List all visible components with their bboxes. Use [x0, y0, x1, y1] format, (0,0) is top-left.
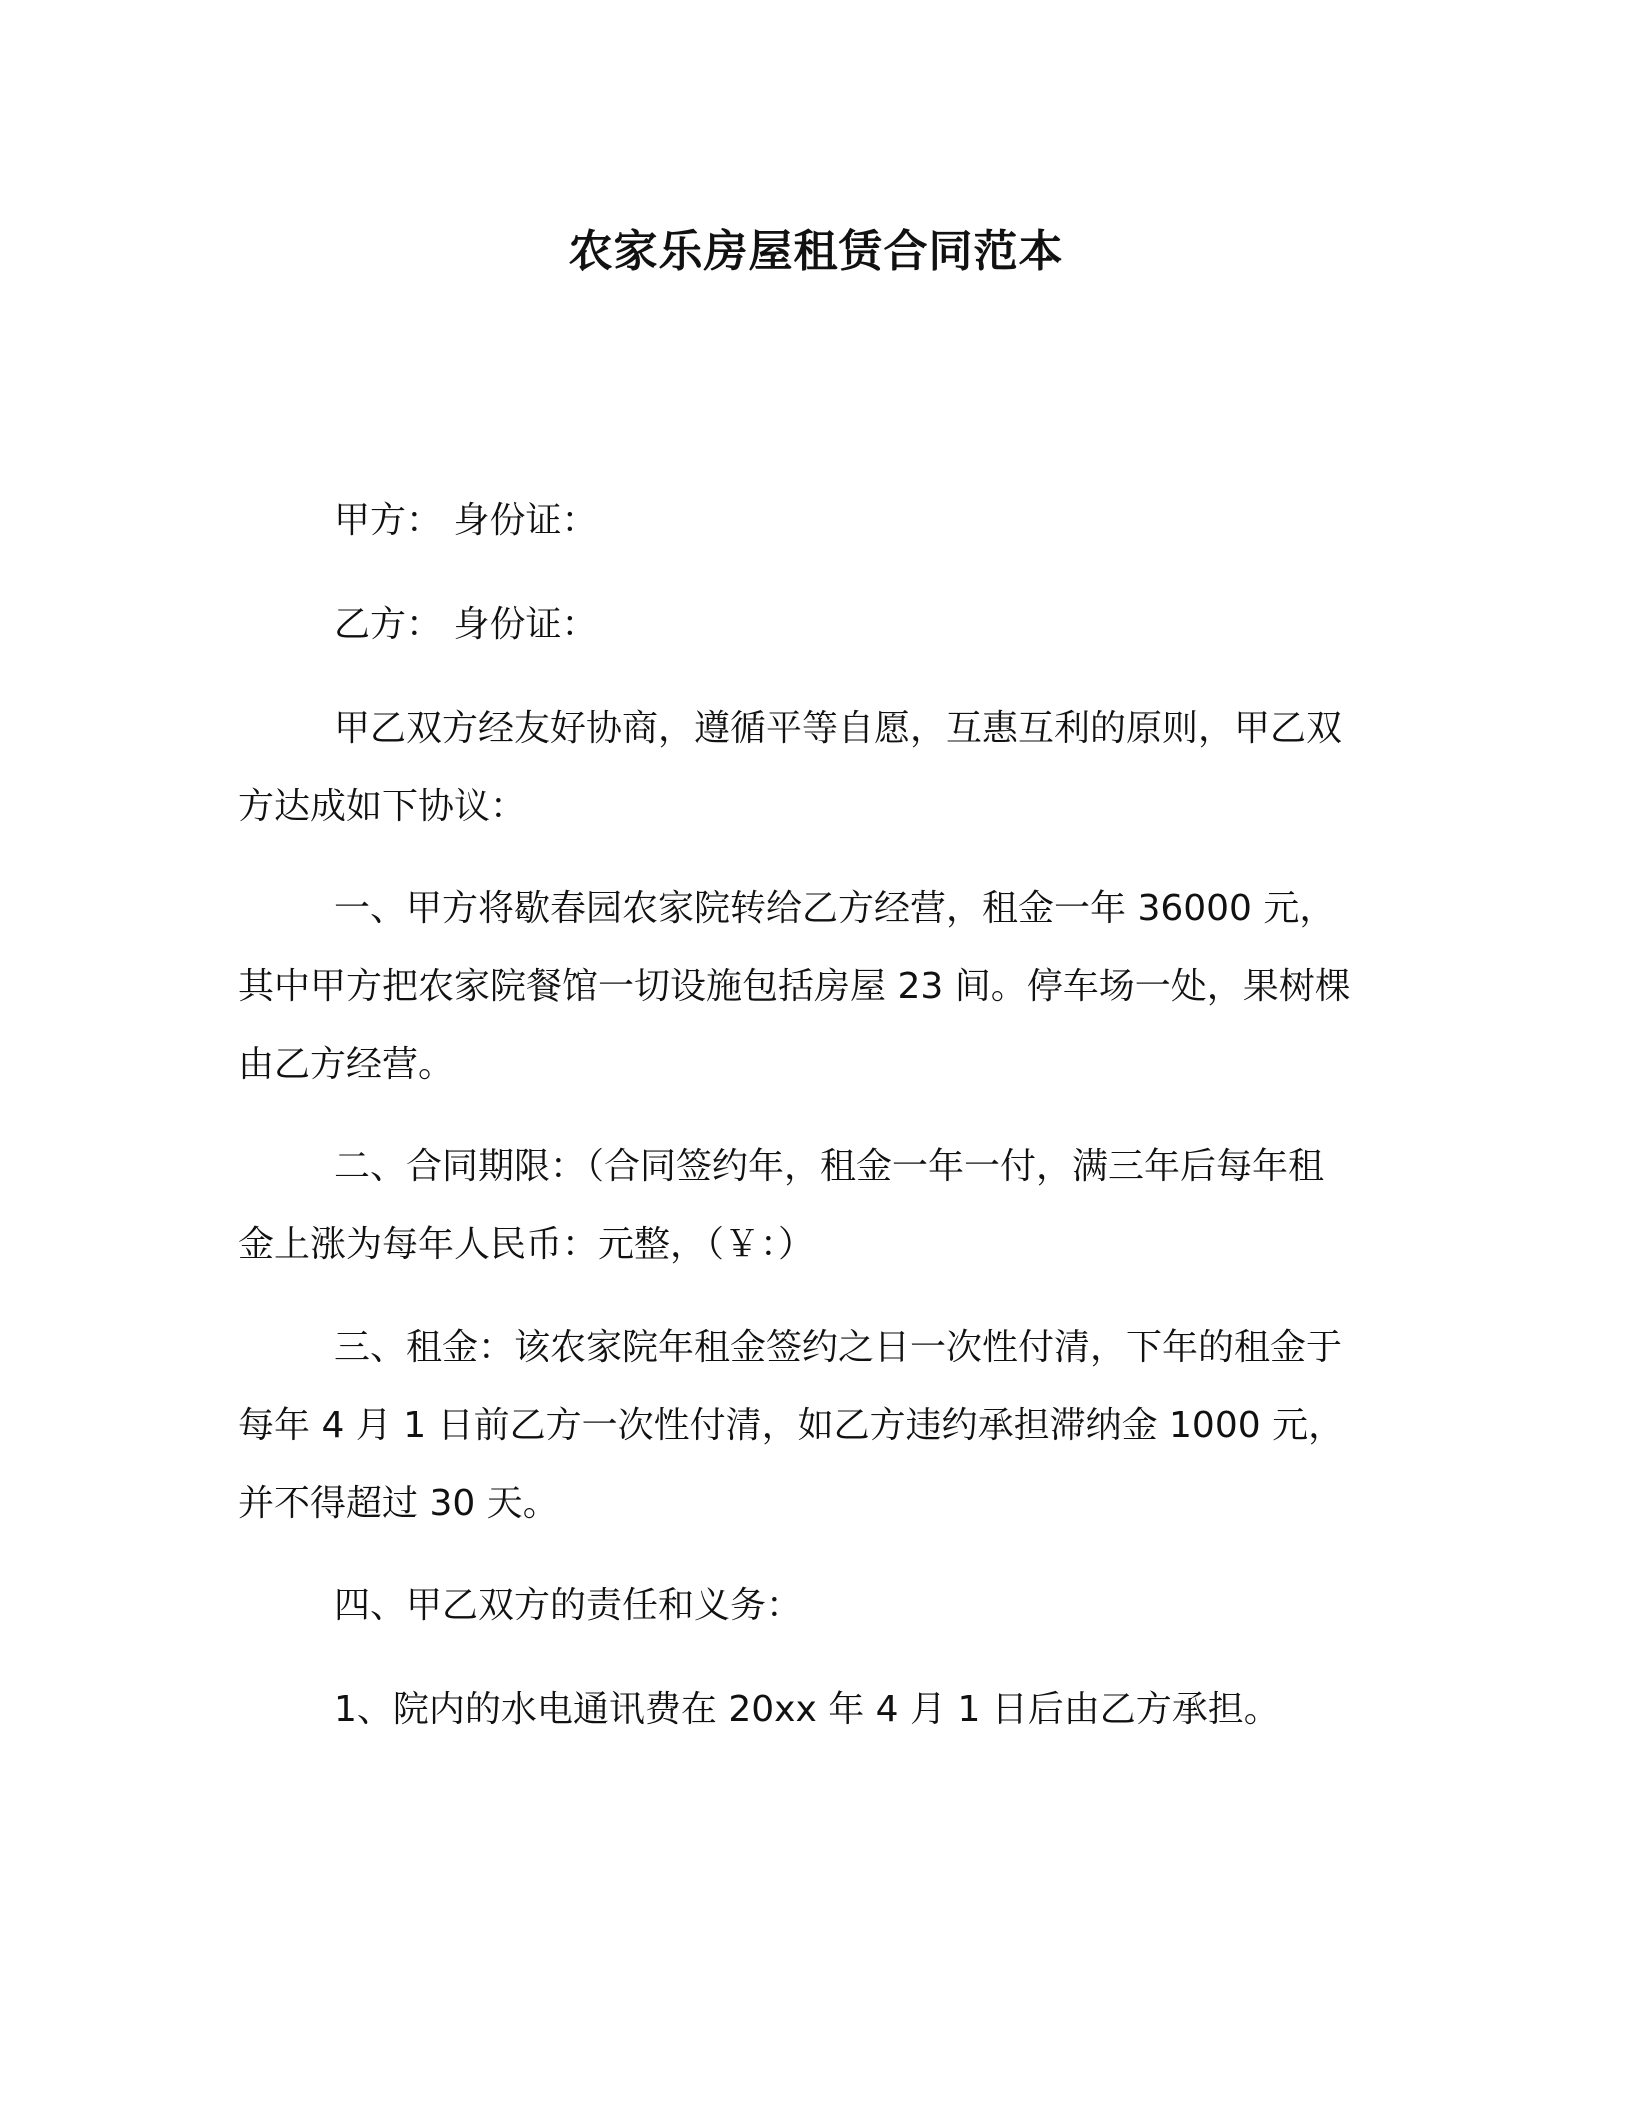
preamble-paragraph	[238, 690, 1383, 846]
paragraph-line: 1、院内的水电通讯费在 20xx 年 4 月 1 日后由乙方承担。	[334, 1689, 1280, 1730]
paragraph-line: 一、甲方将歇春园农家院转给乙方经营，租金一年 36000 元，	[334, 888, 1336, 929]
paragraph-line: 并不得超过 30 天。	[238, 1483, 559, 1524]
paragraph-line: 其中甲方把农家院餐馆一切设施包括房屋 23 间。停车场一处，果树棵	[238, 966, 1351, 1007]
party-a-paragraph	[238, 482, 1383, 560]
paragraph-line: 甲乙双方经友好协商，遵循平等自愿，互惠互利的原则，甲乙双	[334, 708, 1343, 749]
document-title: 农家乐房屋租赁合同范本	[568, 226, 1064, 277]
clause-1-paragraph	[238, 870, 1383, 1104]
clause-4-1-paragraph	[238, 1671, 1383, 1749]
paragraph-line: 由乙方经营。	[238, 1044, 455, 1085]
clause-3-paragraph	[238, 1309, 1383, 1543]
paragraph-line: 甲方： 身份证：	[334, 500, 598, 541]
clause-4-paragraph	[238, 1567, 1383, 1645]
paragraph-line: 乙方： 身份证：	[334, 604, 598, 645]
paragraph-line: 每年 4 月 1 日前乙方一次性付清，如乙方违约承担滞纳金 1000 元，	[238, 1405, 1345, 1446]
paragraph-line: 三、租金：该农家院年租金签约之日一次性付清，下年的租金于	[334, 1327, 1343, 1368]
party-b-paragraph	[238, 586, 1383, 664]
paragraph-line: 二、合同期限：（合同签约年，租金一年一付，满三年后每年租	[334, 1146, 1325, 1187]
paragraph-line: 方达成如下协议：	[238, 786, 527, 827]
paragraph-line: 金上涨为每年人民币：元整，（￥：）	[238, 1224, 815, 1265]
paragraph-line: 四、甲乙双方的责任和义务：	[334, 1585, 803, 1626]
clause-2-paragraph	[238, 1128, 1383, 1284]
